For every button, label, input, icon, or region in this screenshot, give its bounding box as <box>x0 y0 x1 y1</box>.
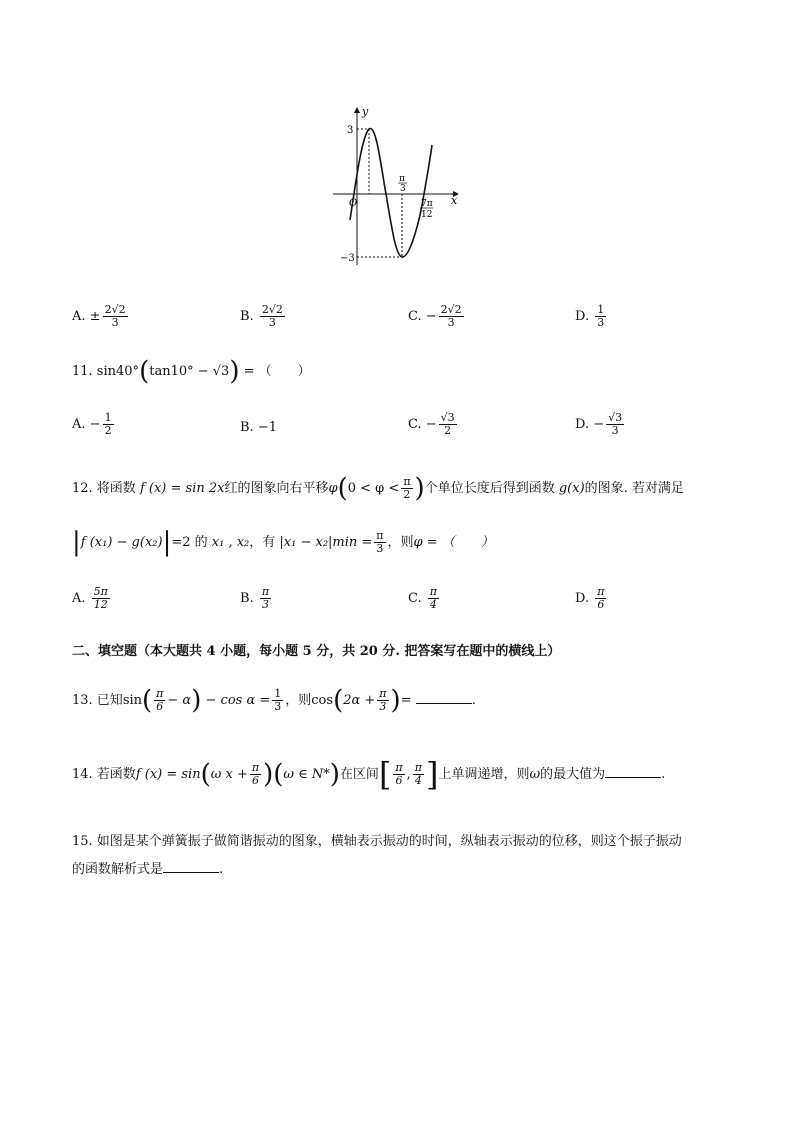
question-15-line1: 15. 如图是某个弹簧振子做简谐振动的图象，横轴表示振动的时间，纵轴表示振动的位移，则这个振子振动 <box>72 834 682 849</box>
q10-option-a[interactable]: A. ± $\frac{2√2}{3}$ <box>72 303 126 329</box>
q10-option-c[interactable]: C. − $\frac{2√2}{3}$ <box>408 303 462 329</box>
q11-option-c[interactable]: C. − $\frac{√3}{2}$ <box>408 411 455 437</box>
q12-options <box>72 584 732 624</box>
x-tick-7pi12-den: 12 <box>421 210 433 220</box>
q12-option-a[interactable]: A. $\frac{5\pi}{12}$ <box>72 585 108 611</box>
question-12-line2: |f (x₁) − g(x₂)|=2 的 x₁ , x₂，有 |x₁ − x₂|min = $\frac{\pi}{3}$ ，则φ = （ ） <box>72 527 494 558</box>
x-tick-pi3-num: π <box>399 174 405 184</box>
y-axis-label: y <box>362 105 369 118</box>
sine-graph <box>320 100 470 280</box>
q12-option-c[interactable]: C. $\frac{\pi}{4}$ <box>408 585 437 611</box>
section-2-heading: 二、填空题（本大题共 4 小题，每小题 5 分，共 20 分. 把答案写在题中的横线上） <box>72 644 561 659</box>
q15-answer-blank[interactable] <box>163 860 219 873</box>
sine-curve <box>350 129 432 257</box>
q11-options <box>72 410 732 450</box>
q10-option-b[interactable]: B. $\frac{2√2}{3}$ <box>240 303 283 329</box>
q12-option-b[interactable]: B. $\frac{\pi}{3}$ <box>240 585 270 611</box>
q13-answer-blank[interactable] <box>416 691 472 704</box>
origin-label: O <box>349 198 358 209</box>
question-13: 13. 已知sin( $\frac{\pi}{6}$ − α) − cos α = $\frac{1}{3}$ ，则cos(2α + $\frac{\pi}{3}$ )= . <box>72 685 476 716</box>
q11-option-b[interactable]: B. −1 <box>240 420 277 435</box>
q10-option-d[interactable]: D. $\frac{1}{3}$ <box>575 303 605 329</box>
question-12-line1: 12. 将函数 f (x) = sin 2x红的图象向右平移φ(0 < φ < $\frac{\pi}{2}$ )个单位长度后得到函数 g(x)的图象. 若对满足 <box>72 473 684 504</box>
x-tick-7pi12-num: 7π <box>421 199 433 209</box>
q12-option-d[interactable]: D. $\frac{\pi}{6}$ <box>575 585 605 611</box>
question-15-line2: 的函数解析式是 . <box>72 862 224 877</box>
question-11: 11. sin40°(tan10° − √3) = （ ） <box>72 356 311 387</box>
y-tick-top: 3 <box>347 125 354 136</box>
y-tick-bottom: −3 <box>340 253 355 264</box>
q10-options <box>72 302 732 336</box>
question-14: 14. 若函数f (x) = sin(ω x + $\frac{\pi}{6}$ )(ω ∈ N*)在区间[ $\frac{\pi}{6}$ , $\frac{\pi}{4}$ ]上单调递增，则ω的最大值为 . <box>72 755 666 794</box>
q11-option-a[interactable]: A. − $\frac{1}{2}$ <box>72 411 112 437</box>
x-axis-label: x <box>451 194 458 207</box>
q11-option-d[interactable]: D. − $\frac{√3}{3}$ <box>575 411 623 437</box>
x-tick-pi3-den: 3 <box>400 184 406 194</box>
q14-answer-blank[interactable] <box>605 765 661 778</box>
